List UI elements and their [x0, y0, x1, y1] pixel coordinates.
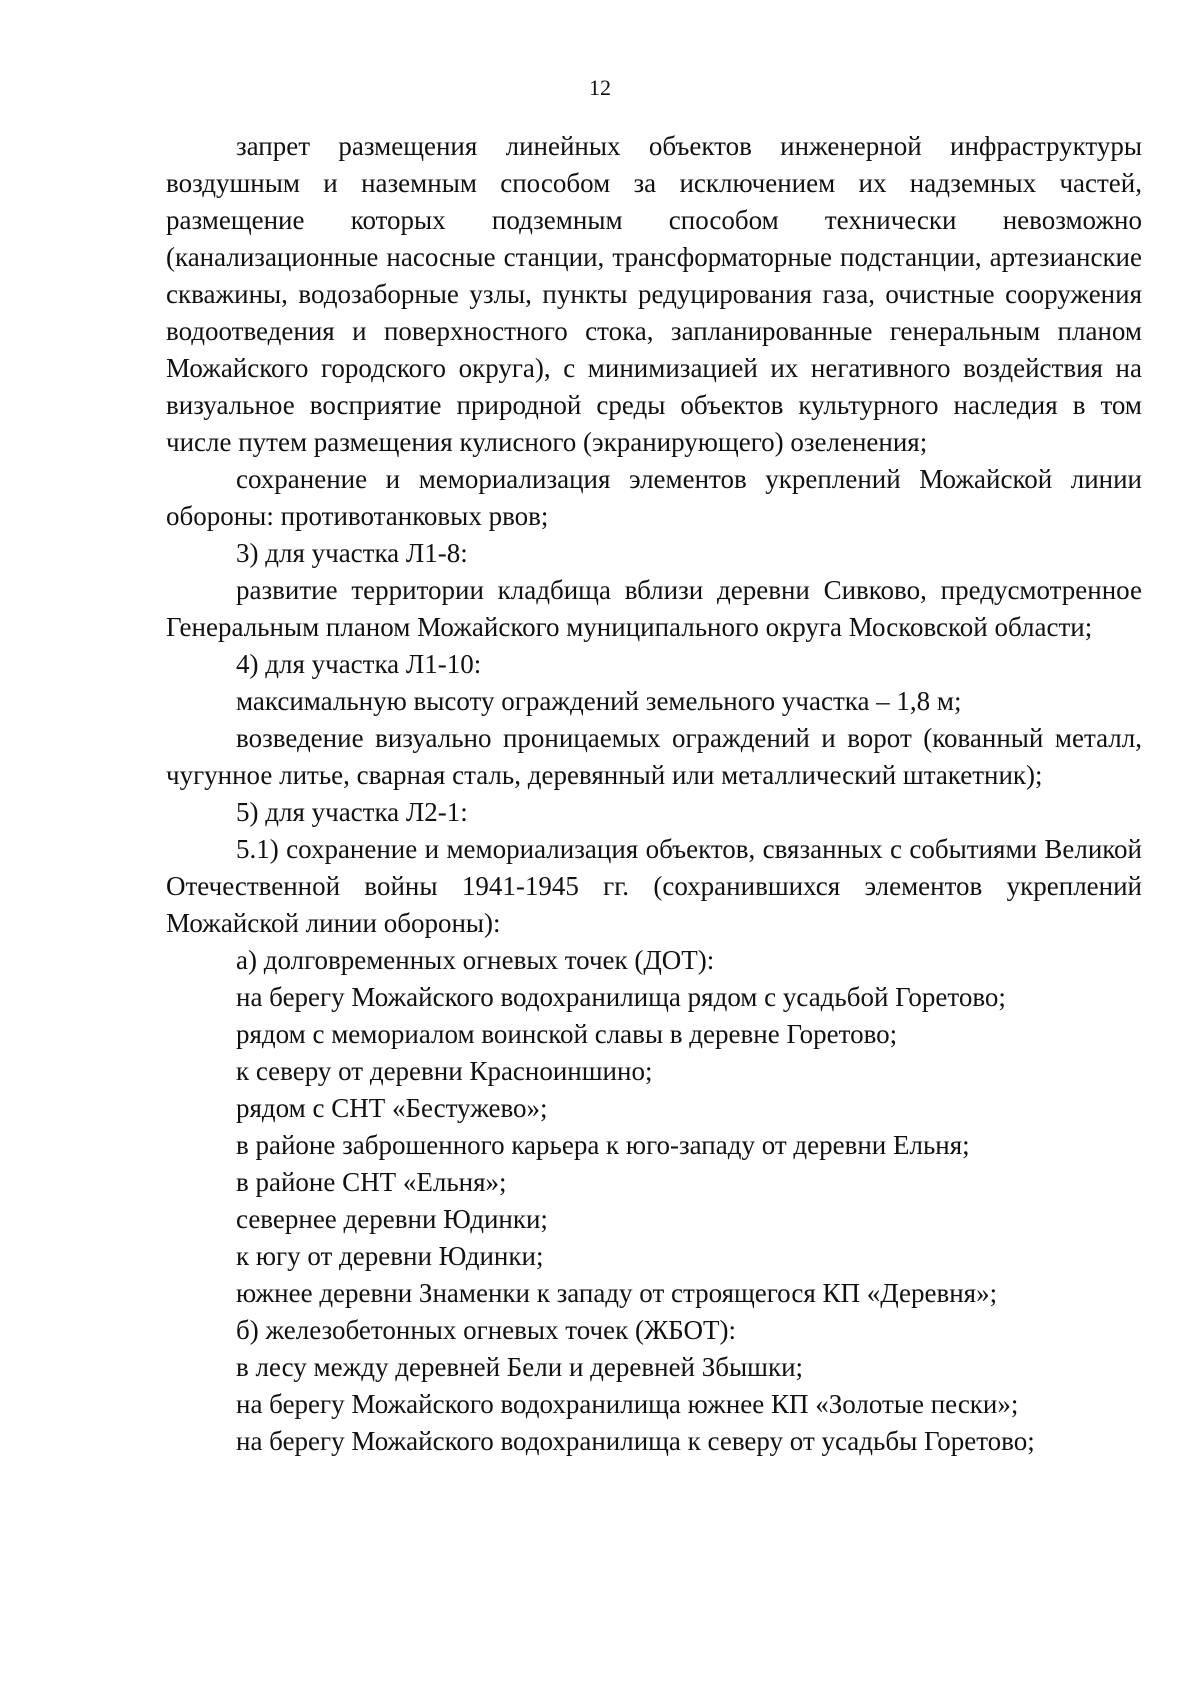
list-item: в лесу между деревней Бели и деревней Збышки; — [236, 1352, 804, 1382]
paragraph: запрет размещения линейных объектов инженерной инфраструктуры воздушным и наземным способом за исключением их надземных частей, размещение которых подземным способом технически невозможно (канализационные насосные станции, трансформаторные подстанции, артезианские скважины, водозаборные узлы, пункты редуцирования газа, очистные сооружения водоотведения и поверхностного стока, запланированные генеральным планом Можайского городского округа), с минимизацией их негативного воздействия на визуальное восприятие природной среды объектов культурного наследия в том числе путем размещения кулисного (экранирующего) озеленения; — [166, 131, 1142, 457]
paragraph: возведение визуально проницаемых ограждений и ворот (кованный металл, чугунное литье, сварная сталь, деревянный или металлический штакетник); — [166, 723, 1142, 790]
page-number: 12 — [589, 75, 611, 100]
list-item: южнее деревни Знаменки к западу от строящегося КП «Деревня»; — [236, 1278, 998, 1308]
section-heading: 4) для участка Л1-10: — [236, 649, 482, 679]
subsection-heading: а) долговременных огневых точек (ДОТ): — [236, 945, 715, 975]
document-body — [166, 128, 1142, 1460]
list-item: максимальную высоту ограждений земельного участка – 1,8 м; — [236, 686, 962, 716]
section-heading: 5) для участка Л2-1: — [236, 797, 468, 827]
list-item: севернее деревни Юдинки; — [236, 1204, 548, 1234]
list-item: рядом с СНТ «Бестужево»; — [236, 1093, 548, 1123]
list-item: рядом с мемориалом воинской славы в деревне Горетово; — [236, 1019, 898, 1049]
list-item: в районе заброшенного карьера к юго-западу от деревни Ельня; — [236, 1130, 970, 1160]
paragraph: 5.1) сохранение и мемориализация объектов, связанных с событиями Великой Отечественной войны 1941-1945 гг. (сохранившихся элементов укреплений Можайской линии обороны): — [166, 834, 1142, 938]
list-item: на берегу Можайского водохранилища к северу от усадьбы Горетово; — [236, 1426, 1035, 1456]
subsection-heading: б) железобетонных огневых точек (ЖБОТ): — [236, 1315, 736, 1345]
list-item: к югу от деревни Юдинки; — [236, 1241, 544, 1271]
section-heading: 3) для участка Л1-8: — [236, 538, 468, 568]
list-item: к северу от деревни Красноиншино; — [236, 1056, 653, 1086]
paragraph: развитие территории кладбища вблизи деревни Сивково, предусмотренное Генеральным планом Можайского муниципального округа Московской области; — [166, 575, 1142, 642]
list-item: в районе СНТ «Ельня»; — [236, 1167, 507, 1197]
list-item: на берегу Можайского водохранилища рядом с усадьбой Горетово; — [236, 982, 1006, 1012]
paragraph: сохранение и мемориализация элементов укреплений Можайской линии обороны: противотанковых рвов; — [166, 464, 1142, 531]
list-item: на берегу Можайского водохранилища южнее КП «Золотые пески»; — [236, 1389, 1019, 1419]
